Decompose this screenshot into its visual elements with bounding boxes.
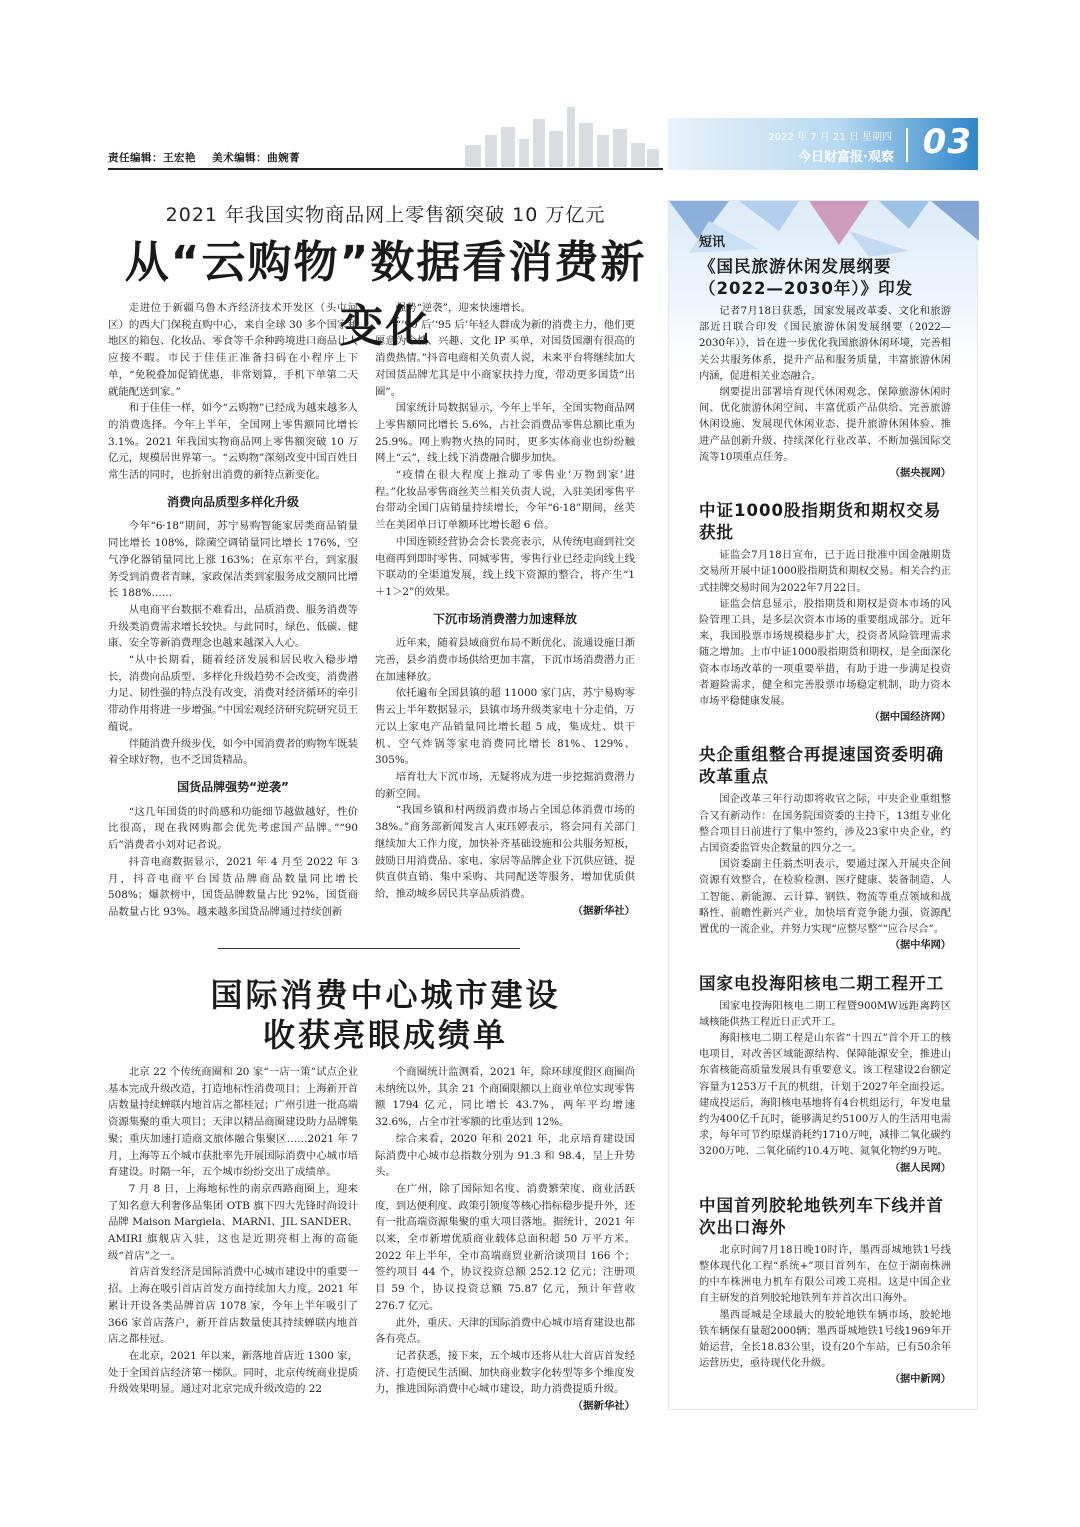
brief-paragraph: 纲要提出部署培育现代休闲观念、保障旅游休闲时间、优化旅游休闲空间、丰富优质产品供给、完善旅游休闲设施、发展现代休闲业态、提升旅游休闲体验、推进产品创新升级、持续深化行业改革、不断加强国际交流等10项重点任务。: [699, 387, 951, 463]
paragraph: 北京 22 个传统商圈和 20 家“一店一策”试点企业基本完成升级改造，打造地标性消费项目；上海新开首店数量持续蝉联内地首店之都桂冠；广州引进一批高端资源集聚的重大项目；天津以精品商圈建设助力品牌集聚；重庆加速打造商文旅体融合集聚区……2021 年 7 月，上海等五个城市获批率先开展国际消费中心城市培育建设。时隔一年，五个城市纷纷交出了成绩单。: [108, 1066, 358, 1179]
source-credit: （据新华社）: [572, 904, 635, 917]
article1-headline: 从“云购物”数据看消费新变化: [124, 237, 647, 352]
paragraph: 此外，重庆、天津的国际消费中心城市培育建设也都各有亮点。: [375, 1316, 635, 1346]
article-divider: [218, 948, 520, 949]
brief-body: [699, 304, 951, 482]
brief-item: [699, 1195, 951, 1389]
article1-column-1: [108, 300, 358, 921]
brief-paragraph: 墨西哥城是全球最大的胶轮地铁车辆市场，胶轮地铁车辆保有量超2000辆；墨西哥城地铁1号线1969年开始运营，全长18.83公里，设有20个车站，已有50余年运营历史，亟待现代化升级。: [699, 1309, 951, 1370]
paragraph: 在广州，除了国际知名度、消费繁荣度、商业活跃度，到达便利度、政策引领度等核心指标稳步提升外，还有一批高端资源集聚的重大项目落地。据统计，2021 年以来，全市新增优质商业载体总面积超 50 万平方米。2022 年上半年，全市高端商贸业新洽谈项目 166 个；签约项目 44 个，协议投资总额 252.12 亿元；注册项目 59 个，协议投资总额 75.87 亿元，预计年营收 276.7 亿元。: [375, 1182, 635, 1312]
brief-source: （据人民网）: [889, 1162, 951, 1174]
article2-headline: [108, 975, 663, 1055]
paragraph: 伴随消费升级步伐，如今中国消费者的购物车既装着全球好物，也不乏国货精品。: [108, 737, 358, 767]
paragraph: 走进位于新疆乌鲁木齐经济技术开发区（头屯河区）的西大门保税直购中心，来自全球 30 多个国家和地区的箱包、化妆品、零食等千余种跨境进口商品让人应接不暇。市民于佳佳正准备扫码在小程序上下单，“免税叠加促销优惠，非常划算，手机下单第二天就能配送到家。”: [108, 302, 358, 398]
header-rule: [108, 168, 663, 170]
paragraph: 首店首发经济是国际消费中心城市建设中的重要一招。上海在吸引首店首发方面持续加大力度，2021 年累计开设各类品牌首店 1078 家，今年上半年吸引了 366 家首店落户，新开首店数量使其持续蝉联内地首店之都桂冠。: [108, 1266, 358, 1346]
art-editor: 美术编辑：曲婉菁: [212, 152, 301, 164]
article2-column-2: [375, 1064, 635, 1415]
sidebar-content: [699, 231, 951, 1407]
brief-source: （据中华网）: [889, 940, 951, 952]
paragraph: “疫情在很大程度上推动了零售业‘万物到家’进程。”化妆品零售商丝芙兰相关负责人说，入驻美团零售平台带动全国门店销量持续增长，今年“6·18”期间，丝芙兰在美团单日订单额环比增长超 6 倍。: [375, 469, 635, 532]
brief-title: 国家电投海阳核电二期工程开工: [699, 973, 944, 993]
brief-title: 《国民旅游休闲发展纲要（2022—2030年）》印发: [699, 257, 914, 298]
brief-body: [699, 548, 951, 726]
sidebar-items: [699, 256, 951, 1389]
brief-source: （据中新网）: [889, 1374, 951, 1386]
paragraph: 培育壮大下沉市场，无疑将成为进一步挖掘消费潜力的新空间。: [375, 770, 635, 800]
paragraph: 记者获悉，接下来，五个城市还将从壮大首店首发经济、打造便民生活圈、加快商业数字化转型等多个维度发力，推进国际消费中心城市建设，助力消费提质升级。: [375, 1349, 635, 1396]
brief-body: [699, 999, 951, 1177]
brief-paragraph: 证监会信息显示，股指期货和期权是资本市场的风险管理工具，是多层次资本市场的重要组成部分。近年来，我国股票市场规模稳步扩大，投资者风险管理需求随之增加。上市中证1000股指期货和期权，是全面深化资本市场改革的一项重要举措，有助于进一步满足投资者避险需求，健全和完善股票市场稳定机制，助力资本市场平稳健康发展。: [699, 598, 951, 708]
paragraph: 个商圈统计监测看，2021 年，除环球度假区商圈尚未纳统以外，其余 21 个商圈限额以上商业单位实现零售额 1794 亿元，同比增长 43.7%，两年平均增速 32.6%，占全市社零额的比重达到 12%。: [375, 1066, 635, 1129]
issue-date: 2022 年 7 月 21 日 星期四: [768, 132, 892, 143]
section-heading: 国货品牌强势“逆袭”: [177, 779, 289, 794]
section-heading: 下沉市场消费潜力加速释放: [432, 611, 577, 626]
article1-column-2: [375, 300, 635, 919]
brief-title: 中国首列胶轮地铁列车下线并首次出口海外: [699, 1195, 944, 1237]
paragraph: “我国乡镇和村两级消费市场占全国总体消费市场的 38%。”商务部新闻发言人束珏婷表示，将会同有关部门继续加大工作力度，加快补齐基础设施和公共服务短板，鼓励日用消费品、家电、家居等品牌企业下沉供应链，提供直供直销、集中采购、共同配送等服务，增加优质供给，推动城乡居民共享品质消费。: [375, 804, 635, 900]
brief-item: [699, 500, 951, 726]
article2-column-1: [108, 1064, 358, 1398]
paragraph: 近年来，随着县域商贸布局不断优化、流通设施日渐完善，县乡消费市场供给更加丰富，下沉市场消费潜力正在加速释放。: [375, 637, 635, 683]
brief-paragraph: 证监会7月18日宣布，已于近日批准中国金融期货交易所开展中证1000股指期货和期权交易。相关合约正式挂牌交易时间为2022年7月22日。: [699, 550, 951, 594]
paragraph: 依托遍布全国县镇的超 11000 家门店，苏宁易购零售云上半年数据显示，县镇市场升级类家电十分走俏，万元以上家电产品销量同比增长超 5 成，集成灶、烘干机、空气炸锅等家电消费同比增长 81%、129%、305%。: [375, 687, 635, 767]
paragraph: 今年“6·18”期间，苏宁易购智能家居类商品销量同比增长 108%，除菌空调销量同比增长 176%，空气净化器销量同比上涨 163%；在京东平台，到家服务受到消费者青睐，家政保洁类到家服务成交额同比增长 188%……: [108, 520, 358, 600]
paragraph: 和于佳佳一样，如今“云购物”已经成为越来越多人的消费选择。今年上半年，全国网上零售额同比增长 3.1%。2021 年我国实物商品网上零售额突破 10 万亿元，规模居世界第一。“云购物”深刻改变中国百姓日常生活的同时，也折射出消费的新特点新变化。: [108, 402, 358, 482]
paragraph: 强势“逆袭”，迎来快速增长。: [395, 302, 532, 314]
brief-paragraph: 北京时间7月18日晚10时许，墨西哥城地铁1号线整体现代化工程“系统+”项目首列车，在位于湖南株洲的中车株洲电力机车有限公司竣工亮相。这是中国企业自主研发的首列胶轮地铁列车并首次出口海外。: [699, 1244, 951, 1305]
brief-body: [699, 1243, 951, 1389]
source-credit: （据新华社）: [572, 1400, 635, 1413]
brief-paragraph: 海阳核电二期工程是山东省“十四五”首个开工的核电项目，对改善区域能源结构、保障能源安全，推进山东省核能高质量发展具有重要意义。该工程建设2台额定容量为1253万千瓦的机组，计划于2027年全面投运。建成投运后，海阳核电基地将有4台机组运行，年发电量约为400亿千瓦时，能够满足约5100万人的生活用电需求，每年可节约原煤消耗约1710万吨，减排二氧化碳约3200万吨、二氧化硫约10.4万吨、氮氧化物约9万吨。: [699, 1032, 951, 1158]
brief-title: 中证1000股指期货和期权交易获批: [699, 501, 942, 543]
article2-headline-line1: 国际消费中心城市建设: [210, 976, 561, 1014]
article1-kicker: 2021 年我国实物商品网上零售额突破 10 万亿元: [165, 204, 606, 226]
brief-source: （据央视网）: [889, 468, 951, 480]
brief-item: [699, 256, 951, 482]
brief-title: 央企重组整合再提速国资委明确改革重点: [699, 745, 944, 787]
brief-paragraph: 记者7月18日获悉，国家发展改革委、文化和旅游部近日联合印发《国民旅游休闲发展纲要（2022—2030年）》，旨在进一步优化我国旅游休闲环境，完善相关公共服务体系，提升产品和服务质量，丰富旅游休闲内涵，促进相关业态融合。: [699, 306, 951, 382]
article2-headline-line2: 收获亮眼成绩单: [262, 1016, 508, 1054]
brief-item: [699, 744, 951, 954]
paragraph: 抖音电商数据显示，2021 年 4 月至 2022 年 3 月，抖音电商平台国货品牌商品数量同比增长 508%；爆款榜中，国货品牌数量占比 92%，国货商品数量占比 93%。越来越多国货品牌通过持续创新: [108, 855, 358, 918]
city-skyline-icon: [455, 105, 665, 167]
responsible-editor: 责任编辑：王宏艳: [108, 152, 196, 164]
brief-paragraph: 国家电投海阳核电二期工程暨900MW远距离跨区域核能供热工程近日正式开工。: [699, 1000, 951, 1028]
paragraph: “从中长期看，随着经济发展和居民收入稳步增长，消费向品质型、多样化升级趋势不会改变，消费潜力足、韧性强的特点没有改变，消费对经济循环的牵引带动作用将进一步增强。”中国宏观经济研究院研究员王蕴说。: [108, 654, 358, 733]
brief-paragraph: 国企改革三年行动即将收官之际，中央企业重组整合又有新动作：在国务院国资委的主持下，13组专业化整合项目日前进行了集中签约，涉及23家中央企业，约占国资委监管央企数量的四分之一。: [699, 794, 951, 855]
section-heading: 消费向品质型多样化升级: [166, 494, 299, 509]
paragraph: 中国连锁经营协会会长裴亮表示，从传统电商到社交电商再到即时零售、同城零售，零售行业已经走向线上线下联动的全渠道发展，线上线下资源的整合，将产生“1＋1＞2”的效果。: [375, 535, 635, 598]
brief-source: （据中国经济网）: [869, 712, 951, 724]
sidebar-label: 短讯: [699, 235, 726, 250]
paragraph: 从电商平台数据不难看出，品质消费、服务消费等升级类消费需求增长较快。与此同时，绿色、低碳、健康、安全等新消费理念也越来越深入人心。: [108, 603, 358, 650]
paragraph: “这几年国货的时尚感和功能细节越做越好，性价比很高，现在我网购都会优先考虑国产品牌。”“90 后”消费者小刘对记者说。: [108, 805, 358, 852]
editor-credits: [108, 150, 312, 165]
paragraph: “‘90 后’‘95 后’年轻人群成为新的消费主力，他们更愿意为个性、兴趣、文化 IP 买单，对国货国潮有很高的消费热情。”抖音电商相关负责人说，未来平台将继续加大对国货品牌尤其是中小商家扶持力度，带动更多国货“出圈”。: [375, 318, 635, 398]
paper-name: 今日财富报·观察: [798, 150, 894, 165]
paragraph: 7 月 8 日，上海地标性的南京西路商圈上，迎来了知名意大利奢侈品集团 OTB 旗下四大先锋时尚设计品牌 Maison Margiela、MARNI、JIL SANDER、AMIRI 旗舰店入驻，这也是近期亮相上海的高能级“首店”之一。: [108, 1182, 358, 1262]
news-brief-sidebar: [668, 200, 978, 1410]
banner-separator: [906, 128, 908, 162]
brief-paragraph: 国资委副主任翁杰明表示，要通过深入开展央企间资源有效整合，在检验检测、医疗健康、装备制造、人工智能、新能源、云计算、钢铁、物流等重点领域和战略性、前瞻性新兴产业，加快培育竞争能力强、资源配置优的一流企业，并努力实现“应整尽整”“应合尽合”。: [699, 859, 951, 936]
paragraph: 在北京，2021 年以来，新落地首店近 1300 家，处于全国首店经济第一梯队。同时，北京传统商业提质升级效果明显。通过对北京完成升级改造的 22: [108, 1349, 358, 1396]
paragraph: 国家统计局数据显示，今年上半年，全国实物商品网上零售额同比增长 5.6%，占社会消费品零售总额比重为 25.9%。网上购物火热的同时，更多实体商业也纷纷触网上“云”，线上线下消费融合脚步加快。: [375, 402, 635, 465]
brief-item: [699, 973, 951, 1177]
page-number: 03: [922, 122, 972, 162]
page-banner: [668, 118, 978, 170]
brief-body: [699, 792, 951, 954]
paragraph: 综合来看，2020 年和 2021 年，北京培育建设国际消费中心城市总指数分别为 91.3 和 98.4，呈上升势头。: [375, 1132, 635, 1179]
